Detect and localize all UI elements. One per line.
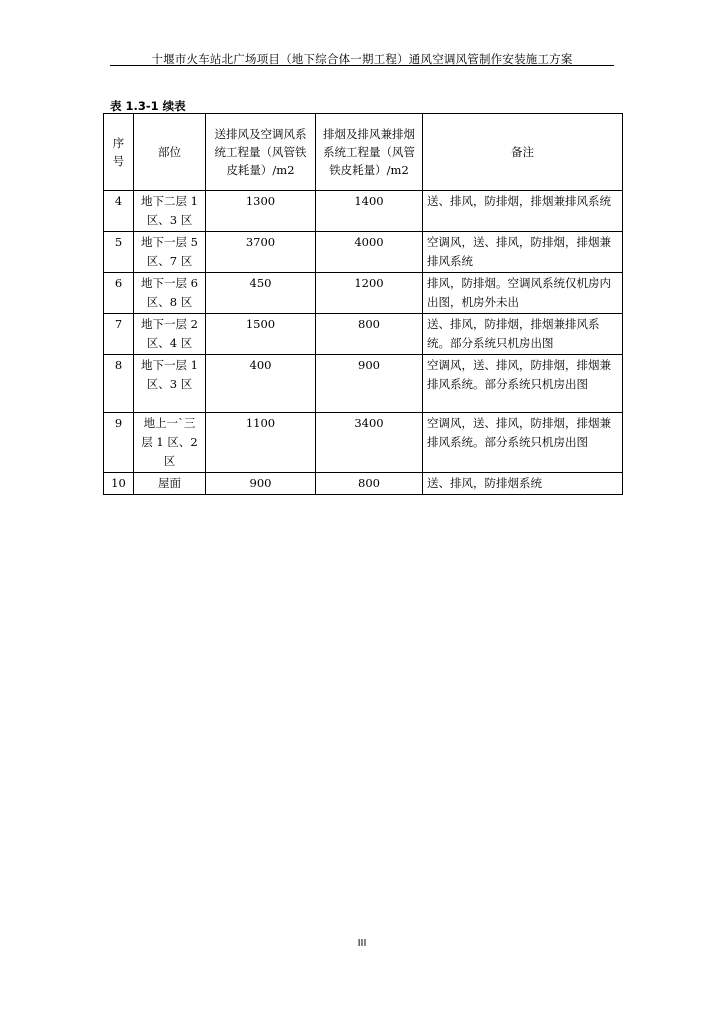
table-row <box>104 314 623 355</box>
cell-remark: 排风，防排烟。空调风系统仅机房内出图，机房外未出 <box>423 273 623 314</box>
cell-supply-exhaust: 3700 <box>206 232 316 273</box>
cell-supply-exhaust: 450 <box>206 273 316 314</box>
page-number: III <box>357 938 367 949</box>
table-row <box>104 413 623 473</box>
table-row <box>104 273 623 314</box>
cell-no: 8 <box>104 355 134 413</box>
cell-remark: 送、排风，防排烟系统 <box>423 473 623 495</box>
table-row <box>104 355 623 413</box>
table-row <box>104 191 623 232</box>
column-header-smoke-exhaust: 排烟及排风兼排烟系统工程量（风管铁皮耗量）/m2 <box>316 114 423 191</box>
column-header-no: 序号 <box>104 114 134 191</box>
cell-no: 6 <box>104 273 134 314</box>
cell-no: 5 <box>104 232 134 273</box>
cell-location: 屋面 <box>134 473 206 495</box>
table-header-row <box>104 114 623 191</box>
cell-supply-exhaust: 1100 <box>206 413 316 473</box>
cell-remark: 空调风，送、排风，防排烟，排烟兼排风系统。部分系统只机房出图 <box>423 413 623 473</box>
cell-remark: 送、排风，防排烟，排烟兼排风系统。部分系统只机房出图 <box>423 314 623 355</box>
table-row <box>104 473 623 495</box>
document-header-title: 十堰市火车站北广场项目（地下综合体一期工程）通风空调风管制作安装施工方案 <box>151 52 573 66</box>
cell-supply-exhaust: 400 <box>206 355 316 413</box>
cell-smoke-exhaust: 1400 <box>316 191 423 232</box>
cell-no: 4 <box>104 191 134 232</box>
cell-location: 地下一层 5 区、7 区 <box>134 232 206 273</box>
cell-no: 9 <box>104 413 134 473</box>
cell-location: 地下一层 6 区、8 区 <box>134 273 206 314</box>
cell-location: 地上一`三层 1 区、2 区 <box>134 413 206 473</box>
cell-remark: 送、排风，防排烟，排烟兼排风系统 <box>423 191 623 232</box>
cell-remark: 空调风，送、排风，防排烟，排烟兼排风系统。部分系统只机房出图 <box>423 355 623 413</box>
column-header-location: 部位 <box>134 114 206 191</box>
cell-remark: 空调风，送、排风，防排烟，排烟兼排风系统 <box>423 232 623 273</box>
cell-smoke-exhaust: 800 <box>316 314 423 355</box>
cell-no: 7 <box>104 314 134 355</box>
cell-smoke-exhaust: 3400 <box>316 413 423 473</box>
cell-supply-exhaust: 1500 <box>206 314 316 355</box>
cell-location: 地下一层 1 区、3 区 <box>134 355 206 413</box>
cell-smoke-exhaust: 1200 <box>316 273 423 314</box>
ventilation-quantity-table <box>103 113 623 495</box>
table-caption: 表 1.3-1 续表 <box>110 99 186 113</box>
cell-smoke-exhaust: 900 <box>316 355 423 413</box>
column-header-remark: 备注 <box>423 114 623 191</box>
cell-smoke-exhaust: 800 <box>316 473 423 495</box>
cell-smoke-exhaust: 4000 <box>316 232 423 273</box>
cell-location: 地下二层 1 区、3 区 <box>134 191 206 232</box>
cell-supply-exhaust: 900 <box>206 473 316 495</box>
cell-supply-exhaust: 1300 <box>206 191 316 232</box>
cell-location: 地下一层 2 区、4 区 <box>134 314 206 355</box>
cell-no: 10 <box>104 473 134 495</box>
column-header-supply-exhaust: 送排风及空调风系统工程量（风管铁皮耗量）/m2 <box>206 114 316 191</box>
table-row <box>104 232 623 273</box>
header-divider <box>110 65 614 66</box>
